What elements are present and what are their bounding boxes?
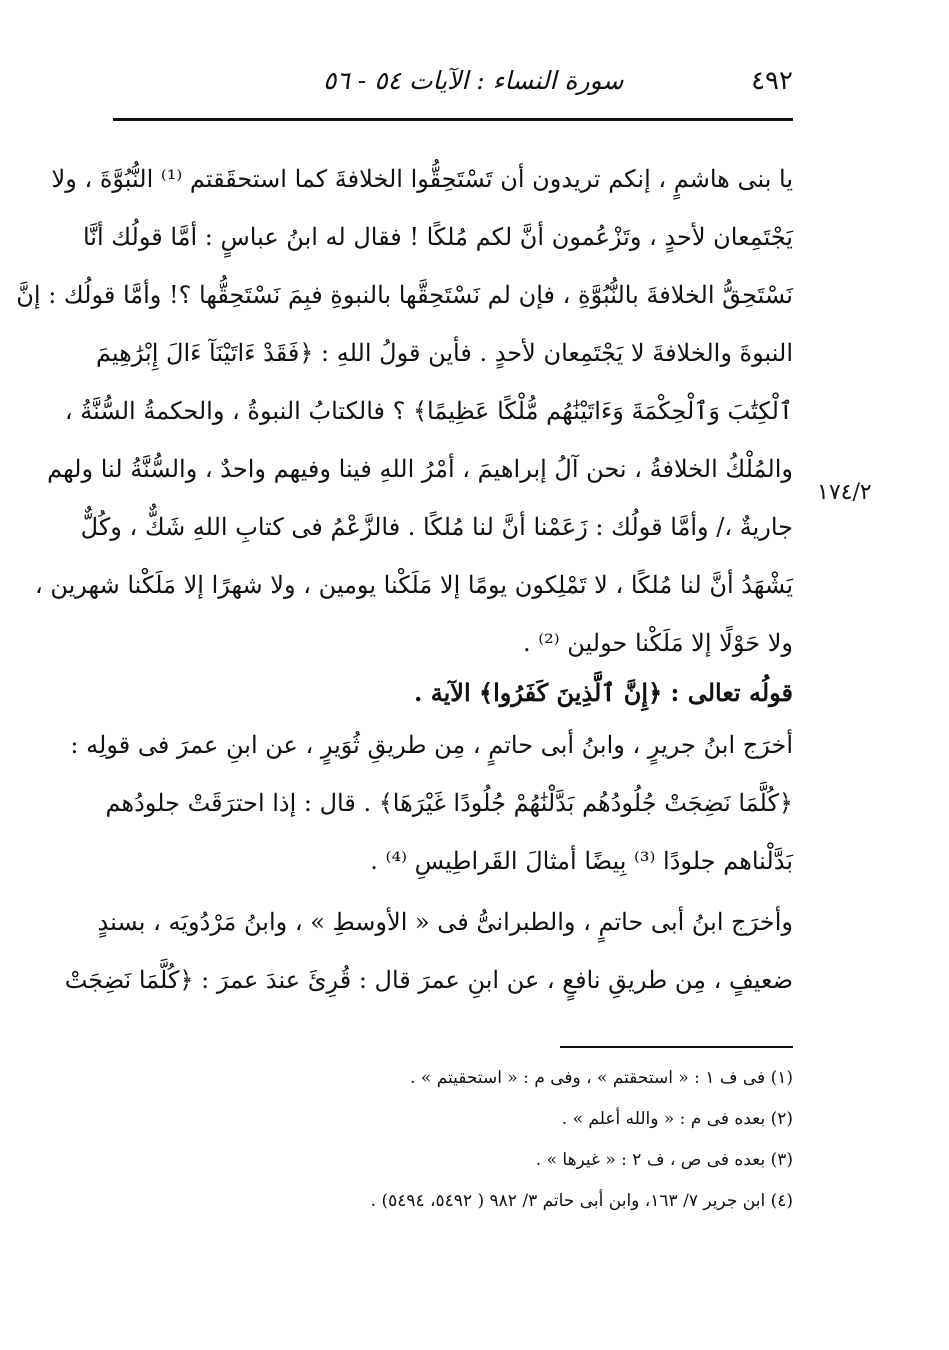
text-line: أخرَج ابنُ جريرٍ ، وابنُ أبى حاتمٍ ، مِن طريقِ ثُوَيرٍ ، عن ابنِ عمرَ فى قولِه : bbox=[70, 731, 793, 759]
text-line: ٱلْكِتَٰبَ وَٱلْحِكْمَةَ وَءَاتَيْنَٰهُم مُّلْكًا عَظِيمًا﴾ ؟ فالكتابُ النبوةُ ، والحكمةُ السُّنَّةُ ، bbox=[64, 397, 793, 425]
margin-reference: ١٧٤/٢ bbox=[817, 480, 872, 505]
paragraph-3 bbox=[64, 893, 793, 1009]
text-line: يَشْهَدُ أنَّ لنا مُلكًا ، لا تَمْلِكون يومًا إلا مَلَكْنا يومين ، ولا شهرًا إلا مَلَكْنا شهرين ، bbox=[34, 571, 793, 599]
footnote: (١) فى ف ١ : « استحقتم » ، وفى م : « استحقيتم » . bbox=[410, 1068, 793, 1088]
running-title: سورة النساء : الآيات ٥٤ - ٥٦ bbox=[323, 66, 624, 95]
heading-line: قولُه تعالى : ﴿إِنَّ ٱلَّذِينَ كَفَرُوا﴾ الآية . bbox=[414, 678, 793, 707]
text-line: ضعيفٍ ، مِن طريقِ نافعٍ ، عن ابنِ عمرَ قال : قُرِئَ عندَ عمرَ : ﴿كُلَّمَا نَضِجَتْ bbox=[64, 966, 793, 994]
footnote-rule bbox=[560, 1046, 793, 1048]
text-line: وأخرَج ابنُ أبى حاتمٍ ، والطبرانىُّ فى « الأوسطِ » ، وابنُ مَرْدُويَه ، بسندٍ bbox=[97, 908, 793, 936]
footnotes bbox=[300, 1058, 793, 1222]
text-line: النبوةَ والخلافةَ لا يَجْتَمِعان لأحدٍ . فأين قولُ اللهِ : ﴿فَقَدْ ءَاتَيْنَآ ءَالَ إِبْرَٰهِيمَ bbox=[95, 339, 793, 367]
page-number: ٤٩٢ bbox=[751, 66, 793, 96]
text-line: نَسْتَحِقُّ الخلافةَ بالنُّبُوَّةِ ، فإن لم نَسْتَحِقَّها بالنبوةِ فبِمَ نَسْتَحِقُّها ؟! وأمَّا قولُك : إنَّ bbox=[16, 281, 793, 309]
text-line: يا بنى هاشمٍ ، إنكم تريدون أن تَسْتَحِقُّوا الخلافةَ كما استحقَقتم ⁽¹⁾ النُّبُوَّةَ ، ولا bbox=[51, 165, 793, 193]
footnote: (٢) بعده فى م : « والله أعلم » . bbox=[561, 1109, 793, 1129]
text-line: يَجْتَمِعان لأحدٍ ، وتَزْعُمون أنَّ لكم مُلكًا ! فقال له ابنُ عباسٍ : أمَّا قولُك أنَّا bbox=[82, 223, 793, 251]
paragraph-2 bbox=[70, 716, 793, 890]
footnote: (٣) بعده فى ص ، ف ٢ : « غيرها » . bbox=[535, 1150, 793, 1170]
text-line: جاريةٌ ،/ وأمَّا قولُك : زَعَمْنا أنَّ لنا مُلكًا . فالزَّعْمُ فى كتابِ اللهِ شَكٌّ ، وكُلٌّ bbox=[80, 513, 793, 541]
text-line: والمُلْكُ الخلافةُ ، نحن آلُ إبراهيمَ ، أمْرُ اللهِ فينا وفيهم واحدٌ ، والسُّنَّةُ لنا ولهم bbox=[47, 455, 793, 483]
text-line: ولا حَوْلًا إلا مَلَكْنا حولين ⁽²⁾ . bbox=[522, 629, 793, 657]
text-line: ﴿كُلَّمَا نَضِجَتْ جُلُودُهُم بَدَّلْنَٰهُمْ جُلُودًا غَيْرَهَا﴾ . قال : إذا احترَقَتْ جلودُهم bbox=[105, 789, 793, 817]
paragraph-1 bbox=[16, 150, 793, 672]
header-rule bbox=[113, 118, 793, 121]
text-line: بَدَّلْناهم جلودًا ⁽³⁾ بِيضًا أمثالَ القَراطِيسِ ⁽⁴⁾ . bbox=[370, 847, 793, 875]
section-heading bbox=[103, 664, 793, 722]
page-header bbox=[113, 66, 793, 106]
footnote: (٤) ابن جرير ٧/ ١٦٣، وابن أبى حاتم ٣/ ٩٨٢ ( ٥٤٩٢، ٥٤٩٤) . bbox=[370, 1191, 793, 1211]
